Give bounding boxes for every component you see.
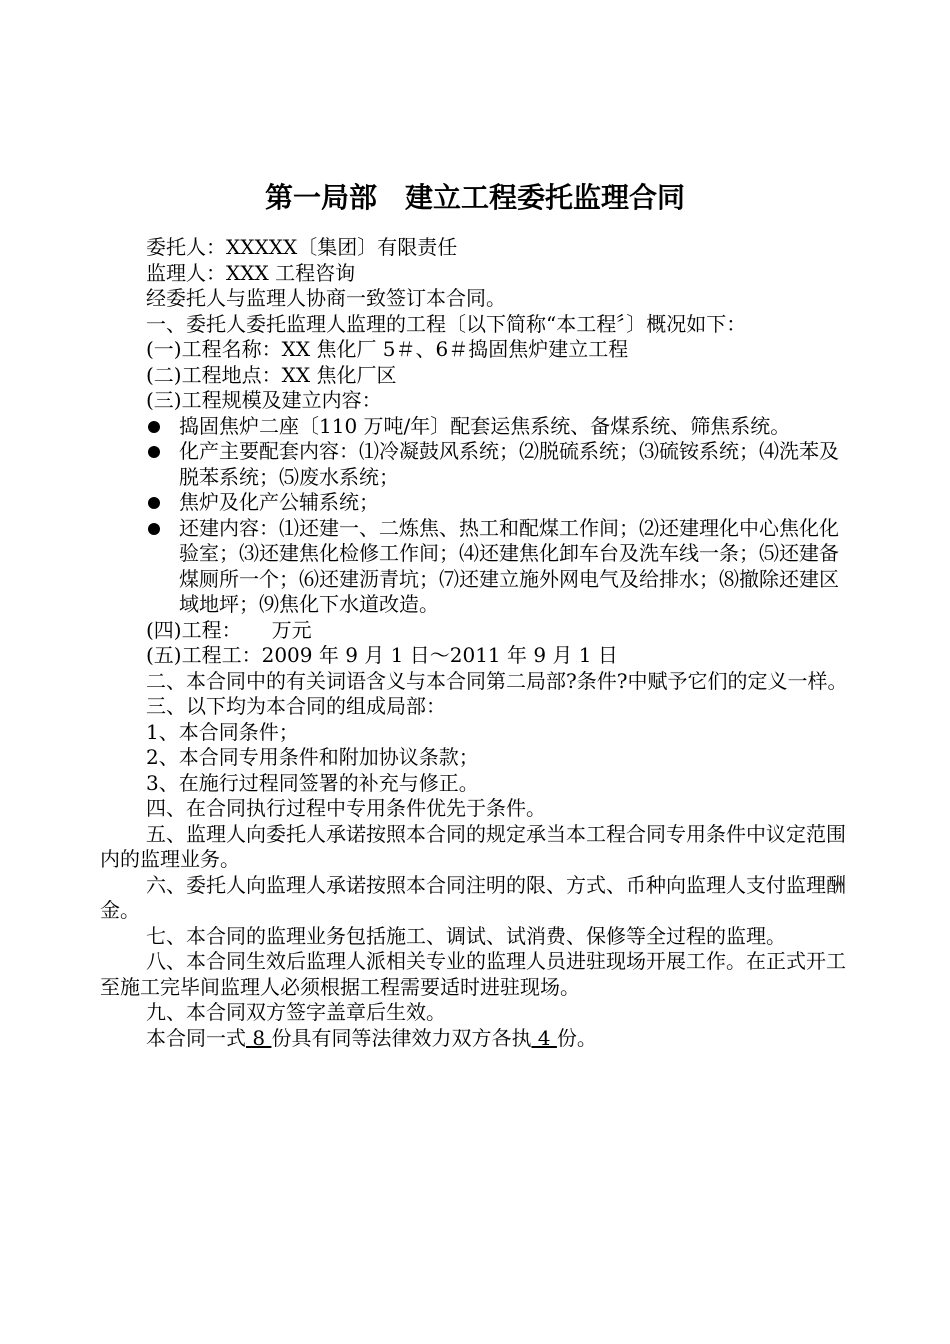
- clause-3-1: 1、本合同条件；: [146, 719, 299, 744]
- clause-8: 八、本合同生效后监理人派相关专业的监理人员进驻现场开展工作。在正式开工至施工完毕间监理人必须根据工程需要适时进驻现场。: [100, 949, 846, 999]
- clause-9: 九、本合同双方签字盖章后生效。: [146, 1000, 446, 1024]
- scope-bullet: [100, 490, 852, 516]
- copies-middle: 份具有同等法律效力双方各执: [271, 1025, 532, 1050]
- project-site: (二)工程地点：XX 焦化厂区: [146, 362, 397, 387]
- clause-7: 七、本合同的监理业务包括施工、调试、试消费、保修等全过程的监理。: [146, 923, 786, 948]
- scope-bullet-text: 化产主要配套内容：⑴冷凝鼓风系统；⑵脱硫系统；⑶硫铵系统；⑷洗苯及脱苯系统；⑸废水系统；: [179, 439, 839, 489]
- project-scope: (三)工程规模及建立内容：: [146, 388, 382, 412]
- copies-suffix: 份。: [556, 1025, 597, 1050]
- scope-bullet: [100, 414, 852, 440]
- bullet-dot-icon: [148, 446, 160, 458]
- clause-5: 五、监理人向委托人承诺按照本合同的规定承当本工程合同专用条件中议定范围内的监理业务。: [100, 821, 846, 871]
- intro-line: 经委托人与监理人协商一致签订本合同。: [146, 286, 506, 310]
- project-name: (一)工程名称：XX 焦化厂 5＃、6＃捣固焦炉建立工程: [146, 337, 629, 361]
- project-cost: (四)工程： 万元: [146, 617, 312, 642]
- client-line: 委托人：XXXXX〔集团〕有限责任: [146, 235, 458, 259]
- copies-count: 8: [246, 1025, 272, 1050]
- scope-bullet-text: 还建内容：⑴还建一、二炼焦、热工和配煤工作间；⑵还建理化中心焦化化验室；⑶还建焦化检修工作间；⑷还建焦化卸车台及洗车线一条；⑸还建备煤厕所一个；⑹还建沥青坑；⑺还建立施外网电气及给排水；⑻撤除还建区域地坪；⑼焦化下水道改造。: [179, 515, 839, 616]
- clause-4: 四、在合同执行过程中专用条件优先于条件。: [146, 796, 546, 820]
- clause-2: 二、本合同中的有关词语含义与本合同第二局部?条件?中赋予它们的定义一样。: [146, 668, 848, 693]
- project-period: (五)工程工：2009 年 9 月 1 日～2011 年 9 月 1 日: [146, 643, 618, 667]
- copies-line: [100, 1026, 852, 1052]
- copies-prefix: 本合同一式: [146, 1025, 246, 1050]
- clause-3-3: 3、在施行过程同签署的补充与修正。: [146, 770, 479, 795]
- clause-6: 六、委托人向监理人承诺按照本合同注明的限、方式、币种向监理人支付监理酬金。: [100, 872, 846, 922]
- supervisor-line: 监理人：XXX 工程咨询: [146, 260, 356, 285]
- document-title: 第一局部 建立工程委托监理合同: [264, 181, 685, 214]
- clause-3: 三、以下均为本合同的组成局部：: [146, 694, 446, 718]
- bullet-dot-icon: [148, 523, 160, 535]
- document-body: [100, 235, 852, 1051]
- scope-bullet-text: 焦炉及化产公辅系统；: [179, 490, 379, 514]
- clause-3-2: 2、本合同专用条件和附加协议条款；: [146, 745, 479, 769]
- clause-1: 一、委托人委托监理人监理的工程〔以下简称“本工程〞〕概况如下：: [146, 311, 747, 336]
- scope-bullet-text: 捣固焦炉二座〔110 万吨/年〕配套运焦系统、备煤系统、筛焦系统。: [179, 413, 791, 438]
- scope-bullet: [100, 439, 852, 490]
- scope-bullet: [100, 516, 852, 618]
- copies-each: 4: [531, 1025, 557, 1050]
- bullet-dot-icon: [148, 497, 160, 509]
- bullet-dot-icon: [148, 421, 160, 433]
